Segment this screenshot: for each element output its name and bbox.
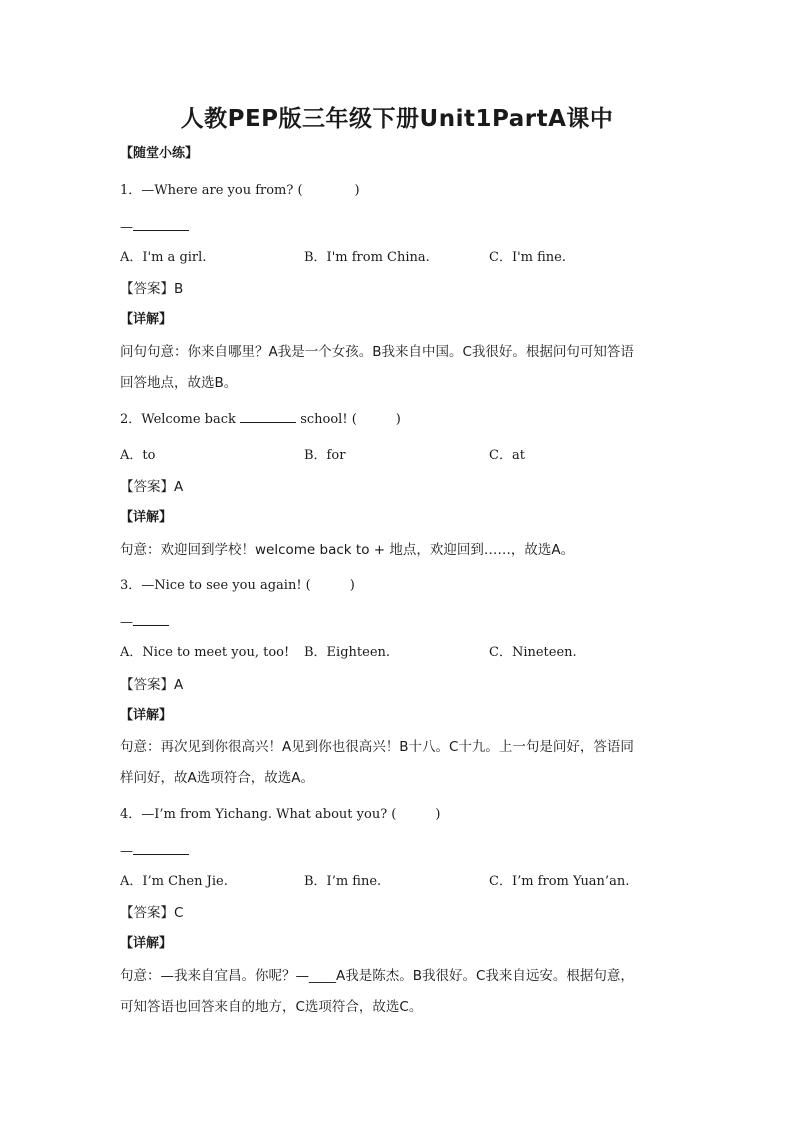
question-4-detail-label: 【详解】 bbox=[120, 936, 173, 951]
question-2-option-b: B．for bbox=[304, 448, 346, 463]
question-4-detail-line-1: 句意：—我来自宜昌。你呢？—____A我是陈杰。B我很好。C我来自远安。根据句意， bbox=[120, 968, 634, 984]
question-4-stem: 4．—I’m from Yichang. What about you? ( ) bbox=[120, 807, 441, 822]
question-2-detail-line-1: 句意：欢迎回到学校！welcome back to + 地点，欢迎回到……，故选A。 bbox=[120, 542, 575, 558]
question-1-detail-line-2: 回答地点，故选B。 bbox=[120, 375, 238, 391]
question-1-option-b: B．I'm from China. bbox=[304, 250, 430, 265]
question-2-stem: 2．Welcome back school! ( ) bbox=[120, 412, 401, 427]
answer-blank bbox=[133, 613, 169, 626]
question-3-option-b: B．Eighteen. bbox=[304, 645, 391, 660]
question-3-detail-line-2: 样问好，故A选项符合，故选A。 bbox=[120, 770, 314, 786]
question-2-option-a: A．to bbox=[120, 448, 156, 463]
question-4-option-b: B．I’m fine. bbox=[304, 874, 382, 889]
question-3-detail-label: 【详解】 bbox=[120, 708, 173, 723]
question-3-answer: 【答案】A bbox=[120, 677, 184, 693]
answer-blank bbox=[133, 842, 189, 855]
question-1-option-a: A．I'm a girl. bbox=[120, 250, 207, 265]
answer-blank bbox=[240, 410, 296, 423]
question-1-option-c: C．I'm fine. bbox=[489, 250, 566, 265]
question-1-reply: — bbox=[120, 218, 189, 237]
question-3-option-c: C．Nineteen. bbox=[489, 645, 577, 660]
question-3-stem: 3．—Nice to see you again! ( ) bbox=[120, 578, 355, 593]
question-1-answer: 【答案】B bbox=[120, 281, 184, 297]
question-4-detail-line-2: 可知答语也回答来自的地方，C选项符合，故选C。 bbox=[120, 999, 423, 1015]
question-4-answer: 【答案】C bbox=[120, 905, 184, 921]
question-1-detail-label: 【详解】 bbox=[120, 312, 173, 327]
question-1-stem: 1．—Where are you from? ( ) bbox=[120, 183, 360, 198]
question-4-option-a: A．I’m Chen Jie. bbox=[120, 874, 228, 889]
question-4-option-c: C．I’m from Yuan’an. bbox=[489, 874, 630, 889]
question-4-reply: — bbox=[120, 842, 189, 861]
question-2-detail-label: 【详解】 bbox=[120, 510, 173, 525]
question-3-detail-line-1: 句意：再次见到你很高兴！A见到你也很高兴！B十八。C十九。上一句是问好，答语同 bbox=[120, 739, 634, 755]
section-label: 【随堂小练】 bbox=[120, 146, 199, 161]
question-3-reply: — bbox=[120, 613, 169, 632]
question-2-answer: 【答案】A bbox=[120, 479, 184, 495]
answer-blank bbox=[133, 218, 189, 231]
question-1-detail-line-1: 问句句意：你来自哪里？A我是一个女孩。B我来自中国。C我很好。根据问句可知答语 bbox=[120, 344, 634, 360]
question-3-option-a: A．Nice to meet you, too! bbox=[120, 645, 290, 660]
document-title: 人教PEP版三年级下册Unit1PartA课中 bbox=[180, 106, 614, 132]
question-2-option-c: C．at bbox=[489, 448, 525, 463]
